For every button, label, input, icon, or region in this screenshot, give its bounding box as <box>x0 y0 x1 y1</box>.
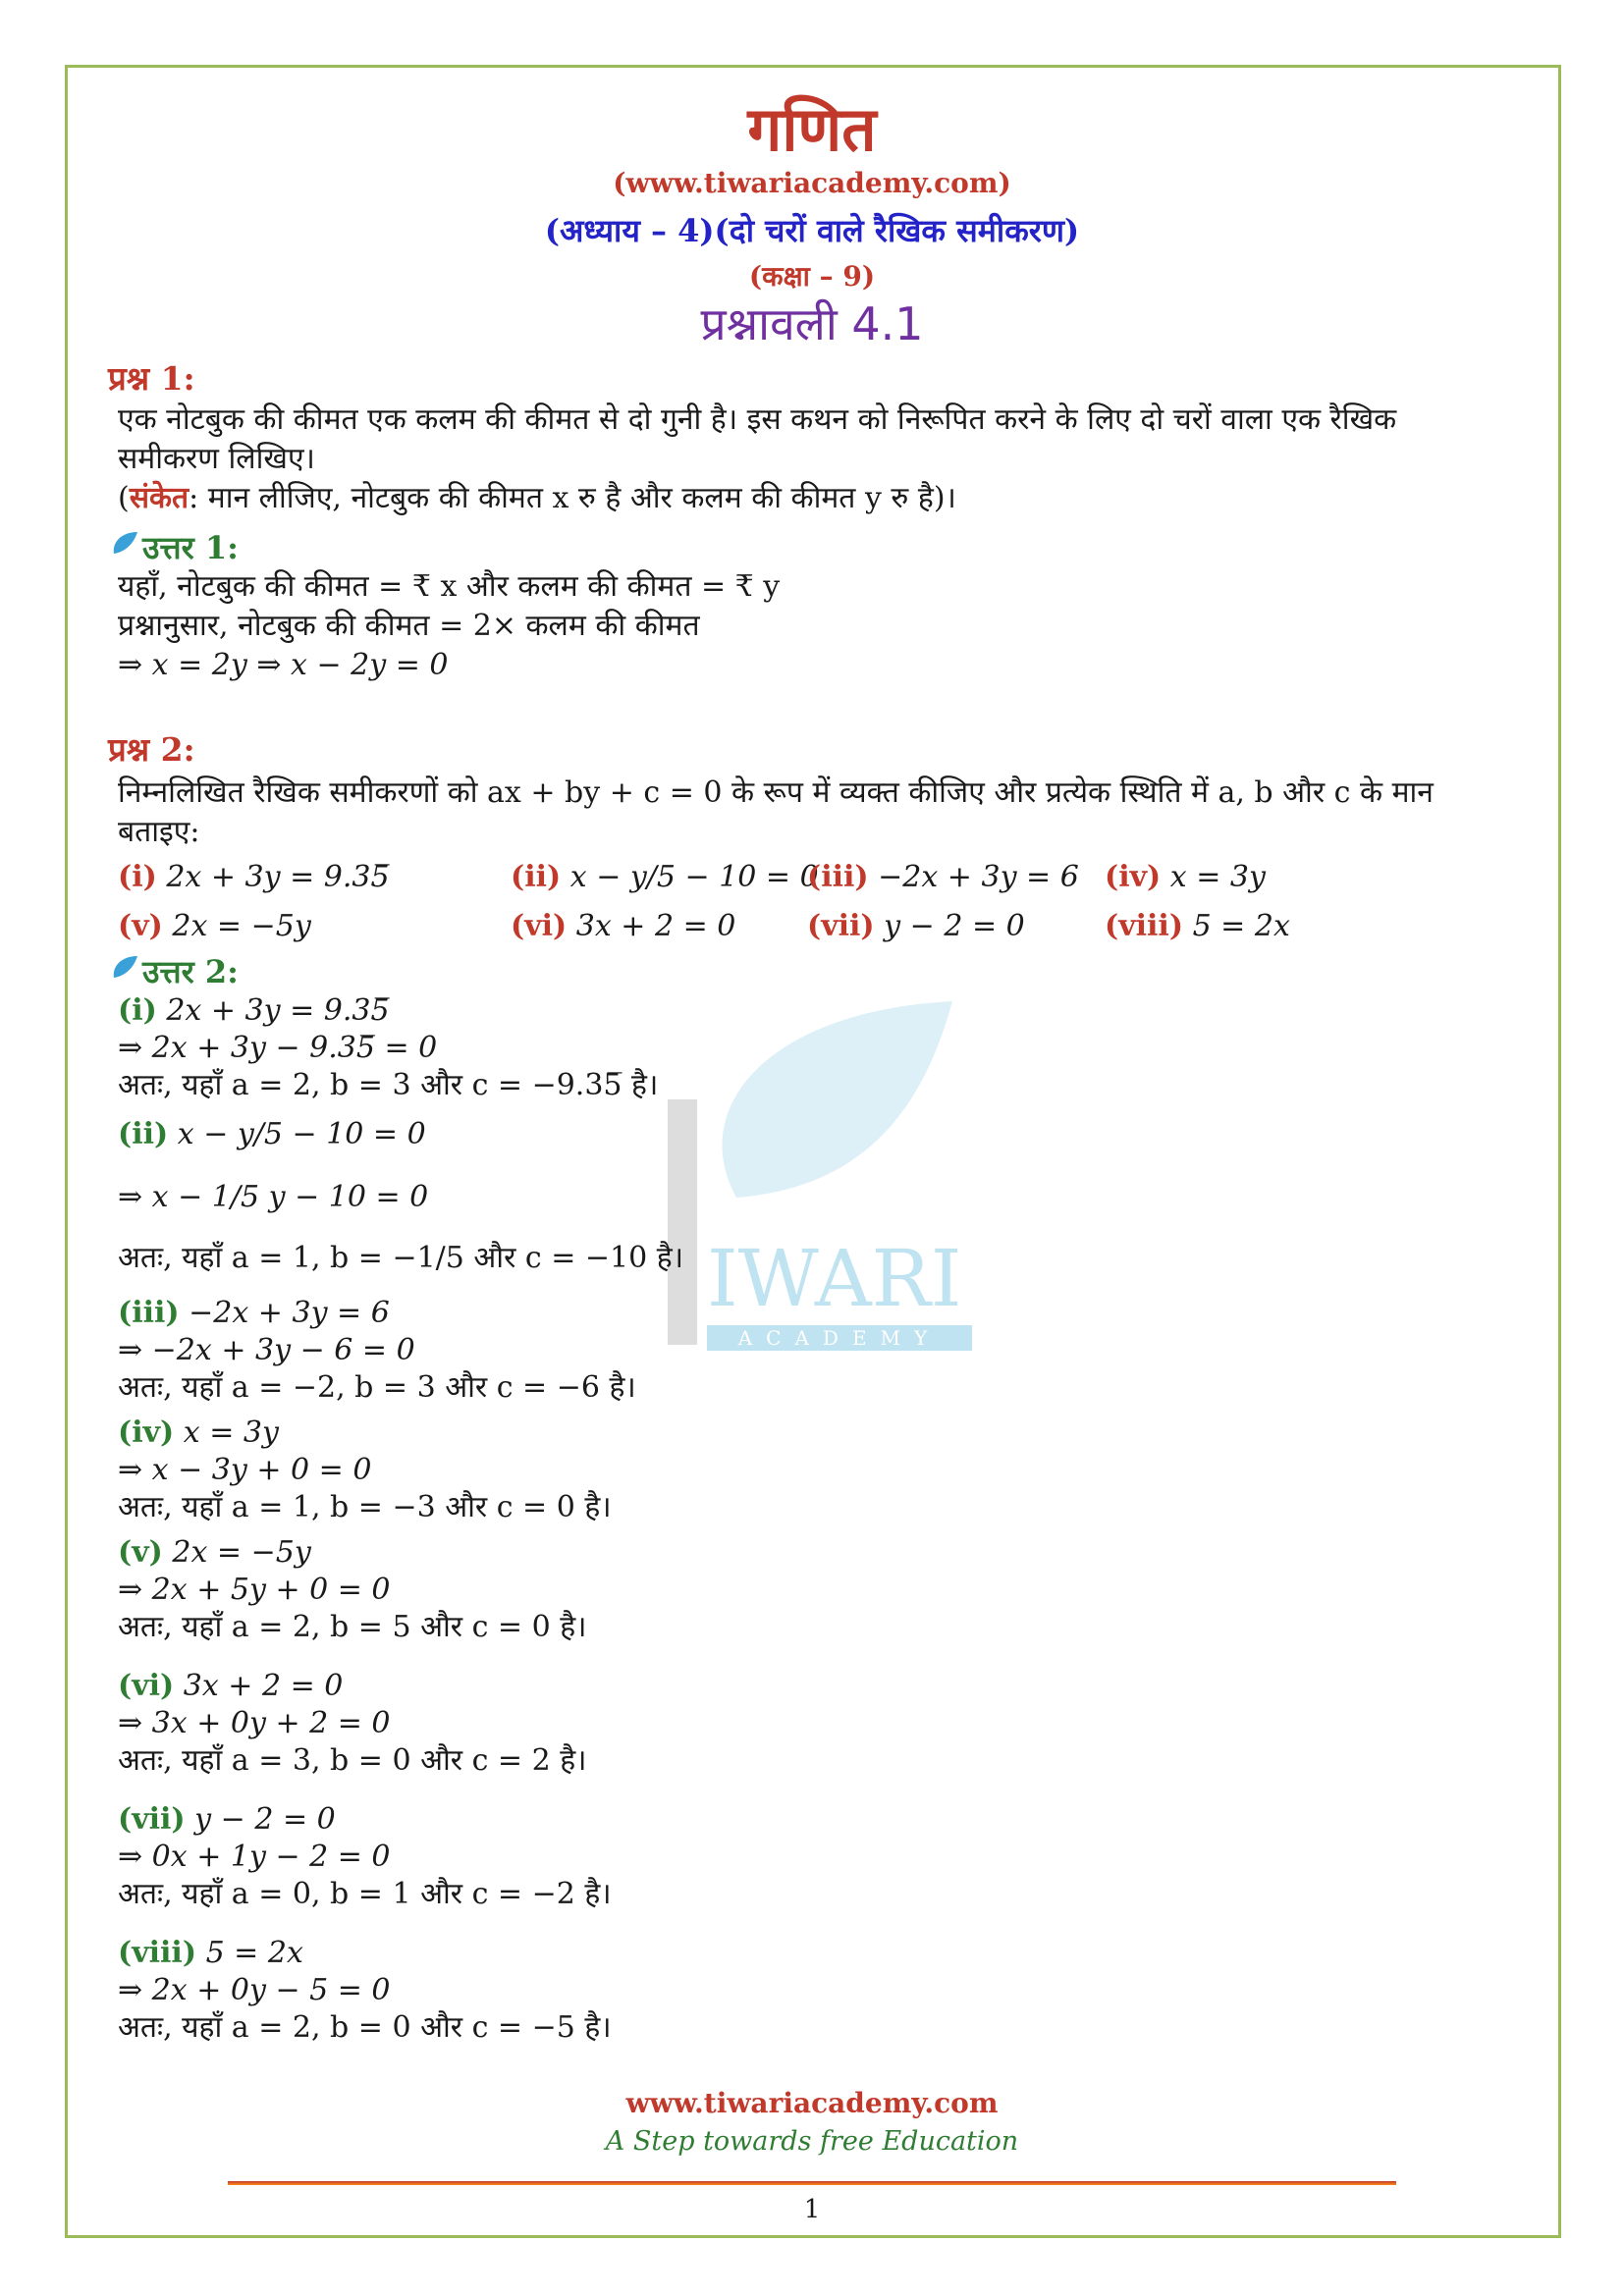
header-website-link[interactable]: (www.tiwariacademy.com) <box>613 167 1011 199</box>
answer-1-line-2: प्रश्नानुसार, नोटबुक की कीमत = 2× कलम की कीमत <box>118 609 700 643</box>
answer-part-equation: (iii) −2x + 3y = 6 <box>118 1296 390 1330</box>
answer-part-step: ⇒ x − 1/5 y − 10 = 0 <box>118 1180 429 1214</box>
answer-part-equation: (v) 2x = −5y <box>118 1535 311 1570</box>
answer-part-equation: (vii) y − 2 = 0 <box>118 1802 336 1837</box>
answer-part-equation: (viii) 5 = 2x <box>118 1936 303 1970</box>
answer-part-result: अतः, यहाँ a = 0, b = 1 और c = −2 है। <box>118 1877 612 1911</box>
answer-part-result: अतः, यहाँ a = 2, b = 0 और c = −5 है। <box>118 2010 612 2045</box>
chapter-title: (अध्याय – 4)(दो चरों वाले रैखिक समीकरण) <box>544 212 1080 249</box>
page-number: 1 <box>803 2195 821 2224</box>
answer-1-heading: उत्तर 1: <box>142 529 239 566</box>
answer-part-result: अतः, यहाँ a = 1, b = −1/5 और c = −10 है। <box>118 1241 684 1275</box>
footer-divider <box>228 2181 1396 2185</box>
answer-2-heading: उत्तर 2: <box>142 953 239 990</box>
answer-part-result: अतः, यहाँ a = 2, b = 5 और c = 0 है। <box>118 1610 587 1644</box>
answer-part-equation: (ii) x − y/5 − 10 = 0 <box>118 1117 426 1151</box>
answer-part-step: ⇒ −2x + 3y − 6 = 0 <box>118 1333 415 1367</box>
question-item: (iii) −2x + 3y = 6 <box>807 860 1079 894</box>
question-item: (viii) 5 = 2x <box>1105 909 1290 943</box>
answer-part-result: अतः, यहाँ a = 2, b = 3 और c = −9.35̅ है। <box>118 1068 659 1102</box>
question-item: (iv) x = 3y <box>1105 860 1266 894</box>
answer-part-result: अतः, यहाँ a = 3, b = 0 और c = 2 है। <box>118 1743 587 1778</box>
hint-text: : मान लीजिए, नोटबुक की कीमत x रु है और कलम की कीमत y रु है)। <box>189 481 956 515</box>
answer-part-equation: (vi) 3x + 2 = 0 <box>118 1669 344 1703</box>
answer-part-equation: (iv) x = 3y <box>118 1415 279 1450</box>
answer-part-step: ⇒ 2x + 5y + 0 = 0 <box>118 1573 391 1607</box>
footer-tagline: A Step towards free Education <box>605 2126 1019 2157</box>
question-1-heading: प्रश्न 1: <box>108 359 195 398</box>
answer-part-result: अतः, यहाँ a = −2, b = 3 और c = −6 है। <box>118 1370 636 1405</box>
answer-part-step: ⇒ 2x + 3y − 9.35̅ = 0 <box>118 1031 438 1065</box>
footer-website-link[interactable]: www.tiwariacademy.com <box>625 2087 999 2119</box>
question-item: (ii) x − y/5 − 10 = 0 <box>511 860 819 894</box>
answer-leaf-icon <box>110 530 139 558</box>
answer-leaf-icon <box>110 954 139 982</box>
answer-part-step: ⇒ x − 3y + 0 = 0 <box>118 1453 372 1487</box>
question-1-line-1: एक नोटबुक की कीमत एक कलम की कीमत से दो गुनी है। इस कथन को निरूपित करने के लिए दो चरों वाला एक रैखिक <box>118 402 1397 437</box>
class-label: (कक्षा – 9) <box>748 260 876 293</box>
exercise-title: प्रश्नावली 4.1 <box>700 297 924 350</box>
question-1-line-2: समीकरण लिखिए। <box>118 442 315 476</box>
question-item: (v) 2x = −5y <box>118 909 311 943</box>
tiwari-watermark-logo <box>628 991 1060 1364</box>
question-1-hint: (संकेत: मान लीजिए, नोटबुक की कीमत x रु है और कलम की कीमत y रु है)। <box>118 481 956 515</box>
page-title: गणित <box>747 93 877 165</box>
answer-1-line-3: ⇒ x = 2y ⇒ x − 2y = 0 <box>118 648 449 682</box>
watermark-sub: ACADEMY <box>737 1326 942 1350</box>
watermark-brand: IWARI <box>707 1233 962 1324</box>
hint-label: संकेत <box>129 481 189 515</box>
answer-1-line-1: यहाँ, नोटबुक की कीमत = ₹ x और कलम की कीमत = ₹ y <box>118 569 781 604</box>
answer-part-step: ⇒ 2x + 0y − 5 = 0 <box>118 1973 391 2007</box>
question-2-heading: प्रश्न 2: <box>108 730 195 769</box>
answer-part-step: ⇒ 0x + 1y − 2 = 0 <box>118 1840 391 1874</box>
question-item: (i) 2x + 3y = 9.35̅ <box>118 860 390 894</box>
question-item: (vi) 3x + 2 = 0 <box>511 909 736 943</box>
answer-part-step: ⇒ 3x + 0y + 2 = 0 <box>118 1706 391 1740</box>
answer-part-equation: (i) 2x + 3y = 9.35̅ <box>118 993 390 1028</box>
question-2-line-1: निम्नलिखित रैखिक समीकरणों को ax + by + c = 0 के रूप में व्यक्त कीजिए और प्रत्येक स्थिति में a, b और c के मान <box>118 775 1434 810</box>
question-item: (vii) y − 2 = 0 <box>807 909 1025 943</box>
answer-part-result: अतः, यहाँ a = 1, b = −3 और c = 0 है। <box>118 1490 612 1524</box>
question-2-line-2: बताइए: <box>118 815 200 849</box>
